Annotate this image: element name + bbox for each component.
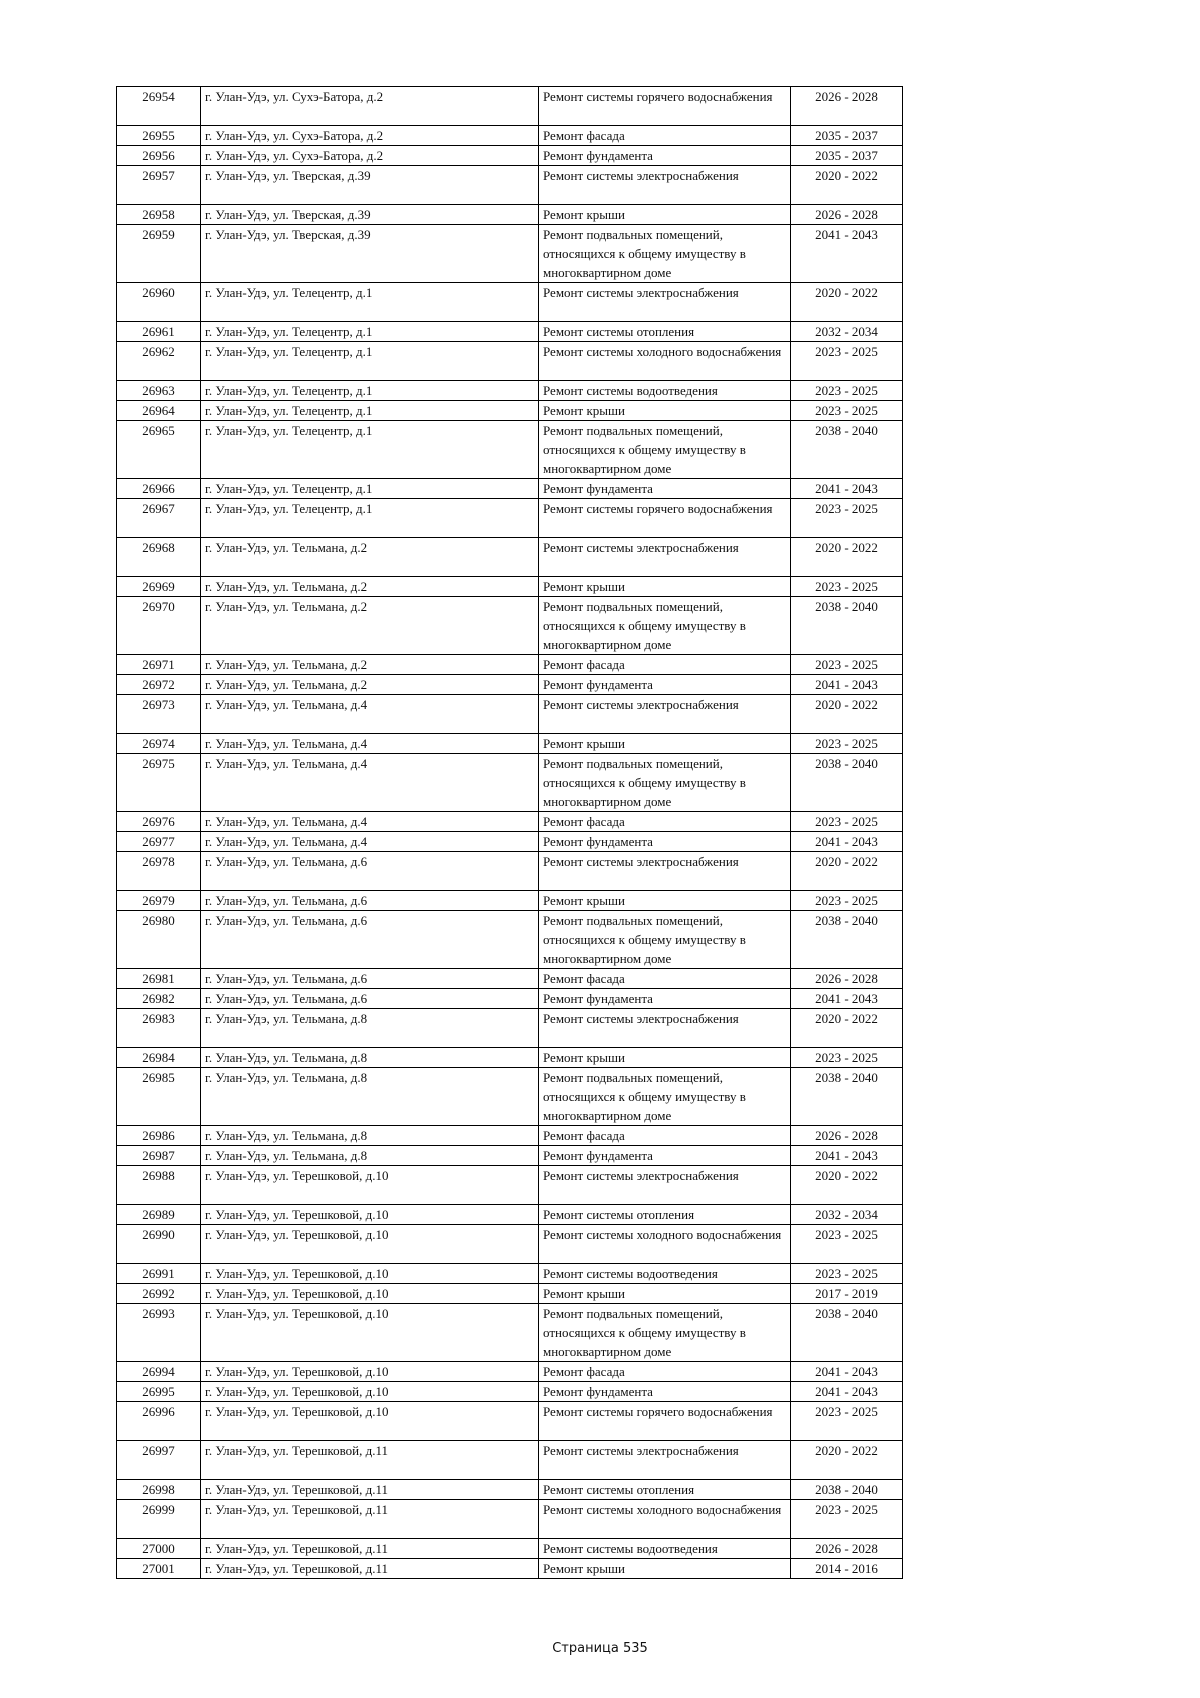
row-number-cell: 26979	[117, 891, 201, 911]
period-cell: 2041 - 2043	[791, 479, 903, 499]
work-type-cell: Ремонт системы водоотведения	[539, 1264, 791, 1284]
work-type-cell: Ремонт крыши	[539, 1048, 791, 1068]
table-row	[117, 322, 903, 342]
work-type-cell: Ремонт системы отопления	[539, 322, 791, 342]
address-cell: г. Улан-Удэ, ул. Тельмана, д.8	[201, 1009, 539, 1048]
work-type-cell: Ремонт крыши	[539, 891, 791, 911]
work-type-cell: Ремонт системы отопления	[539, 1205, 791, 1225]
work-type-cell: Ремонт крыши	[539, 734, 791, 754]
table-row	[117, 852, 903, 891]
work-type-cell: Ремонт системы электроснабжения	[539, 695, 791, 734]
address-cell: г. Улан-Удэ, ул. Телецентр, д.1	[201, 479, 539, 499]
row-number-cell: 26995	[117, 1382, 201, 1402]
work-type-cell: Ремонт системы горячего водоснабжения	[539, 499, 791, 538]
address-cell: г. Улан-Удэ, ул. Телецентр, д.1	[201, 322, 539, 342]
work-type-cell: Ремонт фундамента	[539, 675, 791, 695]
row-number-cell: 26975	[117, 754, 201, 812]
table-row	[117, 1284, 903, 1304]
row-number-cell: 26984	[117, 1048, 201, 1068]
table-row	[117, 1048, 903, 1068]
row-number-cell: 26993	[117, 1304, 201, 1362]
work-type-cell: Ремонт фундамента	[539, 989, 791, 1009]
table-row	[117, 401, 903, 421]
period-cell: 2026 - 2028	[791, 1539, 903, 1559]
period-cell: 2020 - 2022	[791, 695, 903, 734]
repair-schedule-table	[116, 86, 903, 1579]
period-cell: 2023 - 2025	[791, 1402, 903, 1441]
table-row	[117, 989, 903, 1009]
address-cell: г. Улан-Удэ, ул. Терешковой, д.11	[201, 1559, 539, 1579]
work-type-cell: Ремонт системы электроснабжения	[539, 1166, 791, 1205]
work-type-cell: Ремонт крыши	[539, 401, 791, 421]
work-type-cell: Ремонт фундамента	[539, 479, 791, 499]
period-cell: 2020 - 2022	[791, 166, 903, 205]
table-row	[117, 146, 903, 166]
period-cell: 2038 - 2040	[791, 1304, 903, 1362]
address-cell: г. Улан-Удэ, ул. Тельмана, д.4	[201, 754, 539, 812]
row-number-cell: 26964	[117, 401, 201, 421]
table-row	[117, 1304, 903, 1362]
address-cell: г. Улан-Удэ, ул. Тельмана, д.4	[201, 832, 539, 852]
table-row	[117, 832, 903, 852]
row-number-cell: 26954	[117, 87, 201, 126]
period-cell: 2035 - 2037	[791, 126, 903, 146]
table-row	[117, 1362, 903, 1382]
row-number-cell: 26992	[117, 1284, 201, 1304]
work-type-cell: Ремонт системы водоотведения	[539, 1539, 791, 1559]
address-cell: г. Улан-Удэ, ул. Тельмана, д.6	[201, 969, 539, 989]
row-number-cell: 27000	[117, 1539, 201, 1559]
address-cell: г. Улан-Удэ, ул. Терешковой, д.11	[201, 1480, 539, 1500]
address-cell: г. Улан-Удэ, ул. Тверская, д.39	[201, 166, 539, 205]
address-cell: г. Улан-Удэ, ул. Терешковой, д.10	[201, 1225, 539, 1264]
address-cell: г. Улан-Удэ, ул. Терешковой, д.10	[201, 1264, 539, 1284]
row-number-cell: 26962	[117, 342, 201, 381]
address-cell: г. Улан-Удэ, ул. Терешковой, д.10	[201, 1382, 539, 1402]
address-cell: г. Улан-Удэ, ул. Телецентр, д.1	[201, 283, 539, 322]
period-cell: 2041 - 2043	[791, 225, 903, 283]
table-row	[117, 381, 903, 401]
row-number-cell: 26970	[117, 597, 201, 655]
table-row	[117, 695, 903, 734]
table-row	[117, 812, 903, 832]
work-type-cell: Ремонт фасада	[539, 1362, 791, 1382]
row-number-cell: 26980	[117, 911, 201, 969]
table-row	[117, 655, 903, 675]
period-cell: 2014 - 2016	[791, 1559, 903, 1579]
work-type-cell: Ремонт системы холодного водоснабжения	[539, 1225, 791, 1264]
address-cell: г. Улан-Удэ, ул. Тельмана, д.8	[201, 1126, 539, 1146]
address-cell: г. Улан-Удэ, ул. Телецентр, д.1	[201, 342, 539, 381]
address-cell: г. Улан-Удэ, ул. Терешковой, д.10	[201, 1304, 539, 1362]
work-type-cell: Ремонт фундамента	[539, 1146, 791, 1166]
row-number-cell: 26988	[117, 1166, 201, 1205]
row-number-cell: 26974	[117, 734, 201, 754]
work-type-cell: Ремонт крыши	[539, 577, 791, 597]
period-cell: 2023 - 2025	[791, 1225, 903, 1264]
period-cell: 2035 - 2037	[791, 146, 903, 166]
address-cell: г. Улан-Удэ, ул. Тельмана, д.6	[201, 891, 539, 911]
period-cell: 2041 - 2043	[791, 1362, 903, 1382]
table-row	[117, 225, 903, 283]
table-row	[117, 1126, 903, 1146]
work-type-cell: Ремонт системы горячего водоснабжения	[539, 1402, 791, 1441]
address-cell: г. Улан-Удэ, ул. Терешковой, д.11	[201, 1539, 539, 1559]
work-type-cell: Ремонт подвальных помещений, относящихся к общему имуществу в многоквартирном доме	[539, 1068, 791, 1126]
row-number-cell: 26963	[117, 381, 201, 401]
period-cell: 2038 - 2040	[791, 597, 903, 655]
table-row	[117, 1480, 903, 1500]
period-cell: 2026 - 2028	[791, 205, 903, 225]
period-cell: 2017 - 2019	[791, 1284, 903, 1304]
table-row	[117, 1146, 903, 1166]
period-cell: 2023 - 2025	[791, 655, 903, 675]
row-number-cell: 26955	[117, 126, 201, 146]
address-cell: г. Улан-Удэ, ул. Тверская, д.39	[201, 225, 539, 283]
address-cell: г. Улан-Удэ, ул. Терешковой, д.10	[201, 1205, 539, 1225]
work-type-cell: Ремонт системы электроснабжения	[539, 283, 791, 322]
address-cell: г. Улан-Удэ, ул. Терешковой, д.11	[201, 1441, 539, 1480]
table-row	[117, 421, 903, 479]
address-cell: г. Улан-Удэ, ул. Тельмана, д.2	[201, 577, 539, 597]
work-type-cell: Ремонт системы электроснабжения	[539, 1441, 791, 1480]
address-cell: г. Улан-Удэ, ул. Тельмана, д.6	[201, 989, 539, 1009]
period-cell: 2023 - 2025	[791, 342, 903, 381]
row-number-cell: 26981	[117, 969, 201, 989]
period-cell: 2020 - 2022	[791, 1441, 903, 1480]
period-cell: 2038 - 2040	[791, 1480, 903, 1500]
period-cell: 2023 - 2025	[791, 1264, 903, 1284]
work-type-cell: Ремонт подвальных помещений, относящихся к общему имуществу в многоквартирном доме	[539, 225, 791, 283]
row-number-cell: 26967	[117, 499, 201, 538]
row-number-cell: 26986	[117, 1126, 201, 1146]
work-type-cell: Ремонт фасада	[539, 812, 791, 832]
table-row	[117, 1441, 903, 1480]
row-number-cell: 26998	[117, 1480, 201, 1500]
table-row	[117, 1009, 903, 1048]
period-cell: 2023 - 2025	[791, 577, 903, 597]
work-type-cell: Ремонт системы горячего водоснабжения	[539, 87, 791, 126]
row-number-cell: 26958	[117, 205, 201, 225]
work-type-cell: Ремонт системы холодного водоснабжения	[539, 1500, 791, 1539]
table-row	[117, 499, 903, 538]
work-type-cell: Ремонт системы электроснабжения	[539, 852, 791, 891]
work-type-cell: Ремонт системы отопления	[539, 1480, 791, 1500]
period-cell: 2041 - 2043	[791, 832, 903, 852]
period-cell: 2041 - 2043	[791, 1382, 903, 1402]
work-type-cell: Ремонт фундамента	[539, 832, 791, 852]
table-row	[117, 1166, 903, 1205]
table-row	[117, 1068, 903, 1126]
address-cell: г. Улан-Удэ, ул. Тельмана, д.4	[201, 695, 539, 734]
row-number-cell: 26956	[117, 146, 201, 166]
period-cell: 2041 - 2043	[791, 989, 903, 1009]
address-cell: г. Улан-Удэ, ул. Терешковой, д.10	[201, 1284, 539, 1304]
work-type-cell: Ремонт системы водоотведения	[539, 381, 791, 401]
work-type-cell: Ремонт фасада	[539, 1126, 791, 1146]
row-number-cell: 26957	[117, 166, 201, 205]
period-cell: 2023 - 2025	[791, 499, 903, 538]
row-number-cell: 26982	[117, 989, 201, 1009]
work-type-cell: Ремонт системы электроснабжения	[539, 166, 791, 205]
table-row	[117, 283, 903, 322]
row-number-cell: 26987	[117, 1146, 201, 1166]
period-cell: 2038 - 2040	[791, 754, 903, 812]
address-cell: г. Улан-Удэ, ул. Тверская, д.39	[201, 205, 539, 225]
row-number-cell: 26973	[117, 695, 201, 734]
period-cell: 2023 - 2025	[791, 734, 903, 754]
period-cell: 2038 - 2040	[791, 1068, 903, 1126]
table-row	[117, 126, 903, 146]
address-cell: г. Улан-Удэ, ул. Тельмана, д.8	[201, 1068, 539, 1126]
table-row	[117, 1382, 903, 1402]
row-number-cell: 26972	[117, 675, 201, 695]
work-type-cell: Ремонт фасада	[539, 969, 791, 989]
row-number-cell: 26966	[117, 479, 201, 499]
work-type-cell: Ремонт фасада	[539, 655, 791, 675]
work-type-cell: Ремонт фундамента	[539, 1382, 791, 1402]
row-number-cell: 26971	[117, 655, 201, 675]
address-cell: г. Улан-Удэ, ул. Тельмана, д.2	[201, 675, 539, 695]
period-cell: 2020 - 2022	[791, 852, 903, 891]
table-row	[117, 577, 903, 597]
work-type-cell: Ремонт крыши	[539, 1559, 791, 1579]
table-row	[117, 205, 903, 225]
row-number-cell: 26999	[117, 1500, 201, 1539]
address-cell: г. Улан-Удэ, ул. Терешковой, д.11	[201, 1500, 539, 1539]
address-cell: г. Улан-Удэ, ул. Телецентр, д.1	[201, 499, 539, 538]
address-cell: г. Улан-Удэ, ул. Тельмана, д.6	[201, 852, 539, 891]
period-cell: 2020 - 2022	[791, 1009, 903, 1048]
period-cell: 2023 - 2025	[791, 812, 903, 832]
table-row	[117, 87, 903, 126]
period-cell: 2038 - 2040	[791, 911, 903, 969]
address-cell: г. Улан-Удэ, ул. Терешковой, д.10	[201, 1362, 539, 1382]
period-cell: 2020 - 2022	[791, 283, 903, 322]
address-cell: г. Улан-Удэ, ул. Тельмана, д.2	[201, 655, 539, 675]
address-cell: г. Улан-Удэ, ул. Терешковой, д.10	[201, 1402, 539, 1441]
table-row	[117, 891, 903, 911]
row-number-cell: 26990	[117, 1225, 201, 1264]
address-cell: г. Улан-Удэ, ул. Тельмана, д.4	[201, 812, 539, 832]
table-row	[117, 597, 903, 655]
table-row	[117, 734, 903, 754]
table-row	[117, 342, 903, 381]
table-row	[117, 1500, 903, 1539]
work-type-cell: Ремонт системы электроснабжения	[539, 1009, 791, 1048]
table-row	[117, 1402, 903, 1441]
address-cell: г. Улан-Удэ, ул. Телецентр, д.1	[201, 381, 539, 401]
row-number-cell: 26991	[117, 1264, 201, 1284]
address-cell: г. Улан-Удэ, ул. Телецентр, д.1	[201, 421, 539, 479]
table-row	[117, 1559, 903, 1579]
address-cell: г. Улан-Удэ, ул. Тельмана, д.6	[201, 911, 539, 969]
table-row	[117, 538, 903, 577]
row-number-cell: 27001	[117, 1559, 201, 1579]
row-number-cell: 26989	[117, 1205, 201, 1225]
period-cell: 2020 - 2022	[791, 1166, 903, 1205]
period-cell: 2026 - 2028	[791, 87, 903, 126]
table-row	[117, 911, 903, 969]
period-cell: 2023 - 2025	[791, 401, 903, 421]
work-type-cell: Ремонт подвальных помещений, относящихся к общему имуществу в многоквартирном доме	[539, 421, 791, 479]
period-cell: 2023 - 2025	[791, 381, 903, 401]
address-cell: г. Улан-Удэ, ул. Телецентр, д.1	[201, 401, 539, 421]
table-row	[117, 479, 903, 499]
table-row	[117, 675, 903, 695]
page-number: Страница 535	[552, 1641, 648, 1656]
period-cell: 2023 - 2025	[791, 1048, 903, 1068]
period-cell: 2038 - 2040	[791, 421, 903, 479]
row-number-cell: 26996	[117, 1402, 201, 1441]
table-row	[117, 1539, 903, 1559]
work-type-cell: Ремонт фундамента	[539, 146, 791, 166]
work-type-cell: Ремонт крыши	[539, 205, 791, 225]
work-type-cell: Ремонт системы холодного водоснабжения	[539, 342, 791, 381]
row-number-cell: 26985	[117, 1068, 201, 1126]
row-number-cell: 26978	[117, 852, 201, 891]
row-number-cell: 26997	[117, 1441, 201, 1480]
address-cell: г. Улан-Удэ, ул. Сухэ-Батора, д.2	[201, 126, 539, 146]
row-number-cell: 26959	[117, 225, 201, 283]
table-row	[117, 1205, 903, 1225]
period-cell: 2041 - 2043	[791, 675, 903, 695]
address-cell: г. Улан-Удэ, ул. Тельмана, д.4	[201, 734, 539, 754]
work-type-cell: Ремонт подвальных помещений, относящихся к общему имуществу в многоквартирном доме	[539, 911, 791, 969]
table-row	[117, 754, 903, 812]
table-row	[117, 1264, 903, 1284]
row-number-cell: 26968	[117, 538, 201, 577]
table-row	[117, 969, 903, 989]
row-number-cell: 26969	[117, 577, 201, 597]
period-cell: 2020 - 2022	[791, 538, 903, 577]
work-type-cell: Ремонт подвальных помещений, относящихся к общему имуществу в многоквартирном доме	[539, 597, 791, 655]
work-type-cell: Ремонт подвальных помещений, относящихся к общему имуществу в многоквартирном доме	[539, 1304, 791, 1362]
work-type-cell: Ремонт системы электроснабжения	[539, 538, 791, 577]
row-number-cell: 26960	[117, 283, 201, 322]
table-row	[117, 1225, 903, 1264]
period-cell: 2023 - 2025	[791, 891, 903, 911]
period-cell: 2026 - 2028	[791, 969, 903, 989]
period-cell: 2023 - 2025	[791, 1500, 903, 1539]
address-cell: г. Улан-Удэ, ул. Терешковой, д.10	[201, 1166, 539, 1205]
period-cell: 2032 - 2034	[791, 322, 903, 342]
row-number-cell: 26976	[117, 812, 201, 832]
work-type-cell: Ремонт крыши	[539, 1284, 791, 1304]
address-cell: г. Улан-Удэ, ул. Тельмана, д.8	[201, 1146, 539, 1166]
row-number-cell: 26977	[117, 832, 201, 852]
address-cell: г. Улан-Удэ, ул. Тельмана, д.2	[201, 597, 539, 655]
period-cell: 2041 - 2043	[791, 1146, 903, 1166]
row-number-cell: 26961	[117, 322, 201, 342]
row-number-cell: 26983	[117, 1009, 201, 1048]
row-number-cell: 26965	[117, 421, 201, 479]
period-cell: 2026 - 2028	[791, 1126, 903, 1146]
address-cell: г. Улан-Удэ, ул. Тельмана, д.2	[201, 538, 539, 577]
address-cell: г. Улан-Удэ, ул. Тельмана, д.8	[201, 1048, 539, 1068]
address-cell: г. Улан-Удэ, ул. Сухэ-Батора, д.2	[201, 87, 539, 126]
table-body	[117, 87, 903, 1579]
work-type-cell: Ремонт подвальных помещений, относящихся к общему имуществу в многоквартирном доме	[539, 754, 791, 812]
row-number-cell: 26994	[117, 1362, 201, 1382]
address-cell: г. Улан-Удэ, ул. Сухэ-Батора, д.2	[201, 146, 539, 166]
period-cell: 2032 - 2034	[791, 1205, 903, 1225]
work-type-cell: Ремонт фасада	[539, 126, 791, 146]
table-row	[117, 166, 903, 205]
